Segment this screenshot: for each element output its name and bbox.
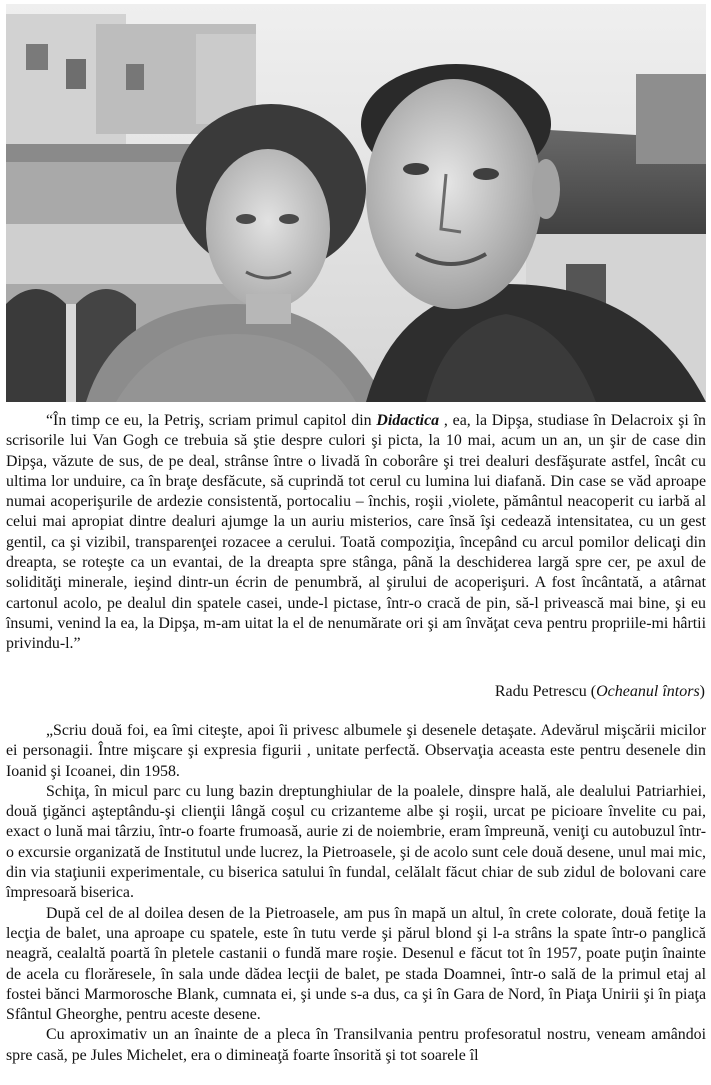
attribution (495, 682, 705, 702)
book-title-didactica: Didactica (376, 412, 440, 429)
attribution-close: ) (699, 683, 705, 700)
quote-paragraph-1 (6, 411, 706, 655)
quote-1-body: , ea, la Dipşa, studiase în Delacroix şi în scrisorile lui Van Gogh ce trebuia să ştie despre culori şi picta, la 10 mai, acum un an, un şir de case din Dipşa, văzute de sus, de pe deal, strânse între o livadă în coborâre şi trei dealuri desfăşurate astfel, încât cu ultima lor unduire, ca în braţe desfăcute, să cuprindă tot cerul cu lumina lui diafană. Din case se văd aproape numai acoperişurile de ardezie consistentă, portocaliu – închis, roşii ,violete, pământul neacoperit cu iarbă al celui mai apropiat dintre dealuri ajumge la un auriu misterios, care însă îşi cedează intensitatea, cu un gest gentil, ca şi vizibil, transparenţei rozacee a cerului. Toată compoziţia, începând cu arcul pomilor delicaţi din dreapta, se roteşte ca un evantai, de la dreapta spre stânga, până la deschiderea largă spre cer, pe axul de solidităţi minerale, ieşind dintr-un écrin de penumbră, al şirului de acoperişuri. A fost încântată, a atârnat cartonul acolo, pe dealul din spatele casei, unde-l pictase, într-o cracă de pin, să-l privească mai bine, şi eu însumi, venind la ea, la Dipşa, m-am uitat la el de nenumărate ori şi am învăţat ceva pentru propriile-mi hârtii privindu-l.” (6, 412, 706, 653)
portrait-photo-icon (6, 4, 706, 402)
paragraph: „Scriu două foi, ea îmi citeşte, apoi îi privesc albumele şi desenele detaşate. Adevărul mişcării micilor ei personagii. Între mişcare şi expresia figurii , unitate perfectă. Observaţia aceasta este pentru desenele din Ioanid şi Icoanei, din 1958. (6, 722, 706, 780)
attribution-author: Radu Petrescu ( (494, 683, 597, 700)
quote-1-lead: “În timp ce eu, la Petriş, scriam primul capitol din (46, 412, 377, 429)
quote-section-2 (6, 721, 706, 1066)
paragraph: Schiţa, în micul parc cu lung bazin dreptunghiular de la poalele, dinspre hală, ale dealului Patriarhiei, două ţigănci aşteptându-şi clienţii lângă coşul cu crizanteme albe şi roşii, urcat pe picioare învelite cu pai, exact o lună mai târziu, într-o foarte frumoasă, aurie zi de noiembrie, eram împreună, veniţi cu autobuzul într-o excursie organizată de Institutul unde lucrez, la Pietroasele, şi de acolo sunt cele două desene, unul mai mic, din via staţiunii experimentale, cu biserica satului în fundal, celălalt făcut chiar de sub zidul de bolovani care împresoară biserica. (6, 782, 706, 902)
portrait-photo (6, 4, 706, 402)
attribution-work: Ocheanul întors (596, 683, 700, 700)
paragraph: Cu aproximativ un an înainte de a pleca în Transilvania pentru profesoratul nostru, veneam amândoi spre casă, pe Jules Michelet, era o dimineaţă foarte însorită şi tot soarele îl (6, 1026, 706, 1064)
paragraph: După cel de al doilea desen de la Pietroasele, am pus în mapă un altul, în crete colorate, două fetiţe la lecţia de balet, una aproape cu spatele, este în tutu verde şi părul blond şi l-a strâns la spate într-o panglică neagră, cealaltă poartă în pletele castanii o fundă mare roşie. Desenul e făcut tot în 1957, poate puţin înainte de acela cu florăresele, în sala unde dădea lecţii de balet, pe stada Doamnei, într-o sală de la primul etaj al fostei bănci Marmorosche Blank, cumnata ei, şi unde s-a dus, ca şi în Gara de Nord, în Piaţa Unirii şi în piaţa Sfântul Gheorghe, pentru aceste desene. (6, 904, 706, 1024)
